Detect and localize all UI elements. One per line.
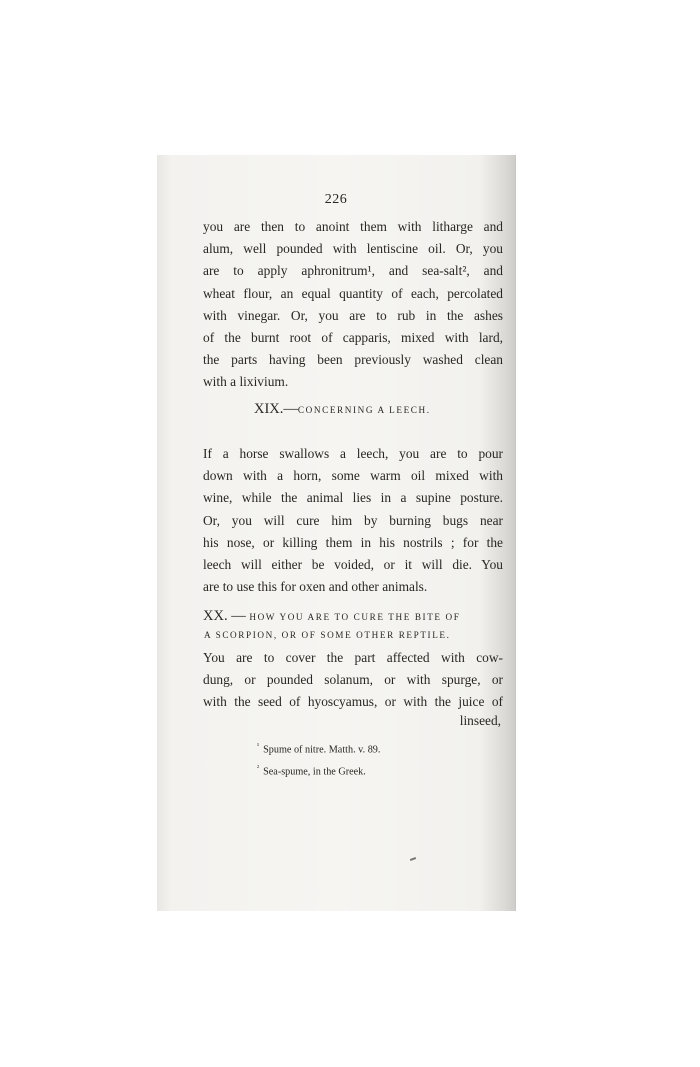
footnote-mark: ²: [257, 764, 260, 773]
text-line: are to use this for oxen and other animals.: [203, 579, 428, 595]
text-line: with vinegar. Or, you are to rub in the ashes: [203, 307, 503, 323]
paragraph-3: [203, 647, 503, 714]
section-numeral: XIX.—: [254, 401, 298, 417]
paragraph-2: [203, 443, 503, 598]
text-line: are to apply aphronitrum¹, and sea-salt², and: [203, 263, 503, 279]
page-number: 226: [324, 192, 348, 207]
paragraph-1: [203, 216, 503, 394]
text-line: you are then to anoint them with litharge and: [203, 219, 503, 234]
text-line: leech will either be voided, or it will die. You: [203, 557, 503, 573]
section-title-line-2: A SCORPION, OR OF SOME OTHER REPTILE.: [204, 630, 451, 640]
footnote-1: [257, 737, 380, 759]
text-line: his nose, or killing them in his nostrils ; for the: [203, 534, 503, 550]
text-line: alum, well pounded with lentiscine oil. Or, you: [203, 241, 503, 257]
text-line: wine, while the animal lies in a supine posture.: [203, 490, 503, 506]
text-line: of the burnt root of capparis, mixed with lard,: [203, 330, 503, 346]
footnote-mark: ¹: [257, 742, 260, 750]
text-line: the parts having been previously washed clean: [203, 352, 503, 368]
catchword: linseed,: [459, 713, 501, 728]
book-page: [157, 155, 515, 911]
section-heading-20: [203, 608, 460, 625]
section-title: CONCERNING A LEECH.: [297, 405, 431, 415]
text-line: If a horse swallows a leech, you are to pour: [203, 446, 503, 461]
text-line: down with a horn, some warm oil mixed with: [203, 468, 503, 484]
text-line: with the seed of hyoscyamus, or with the juice of: [203, 694, 503, 710]
footnote-2: [257, 759, 380, 781]
text-line: dung, or pounded solanum, or with spurge, or: [203, 672, 503, 688]
section-title-line-1: HOW YOU ARE TO CURE THE BITE OF: [249, 612, 461, 622]
footnote-text: Spume of nitre. Matth. v. 89.: [263, 744, 381, 756]
text-line: wheat flour, an equal quantity of each, percolated: [203, 285, 503, 301]
footnotes: [257, 737, 380, 782]
section-heading-19: [254, 401, 431, 418]
ink-smudge: [410, 857, 416, 861]
text-line: Or, you will cure him by burning bugs near: [203, 512, 503, 528]
section-numeral: XX. —: [203, 608, 246, 624]
text-line: with a lixivium.: [203, 374, 289, 390]
footnote-text: Sea-spume, in the Greek.: [263, 766, 366, 778]
text-line: You are to cover the part affected with cow-: [203, 650, 503, 665]
